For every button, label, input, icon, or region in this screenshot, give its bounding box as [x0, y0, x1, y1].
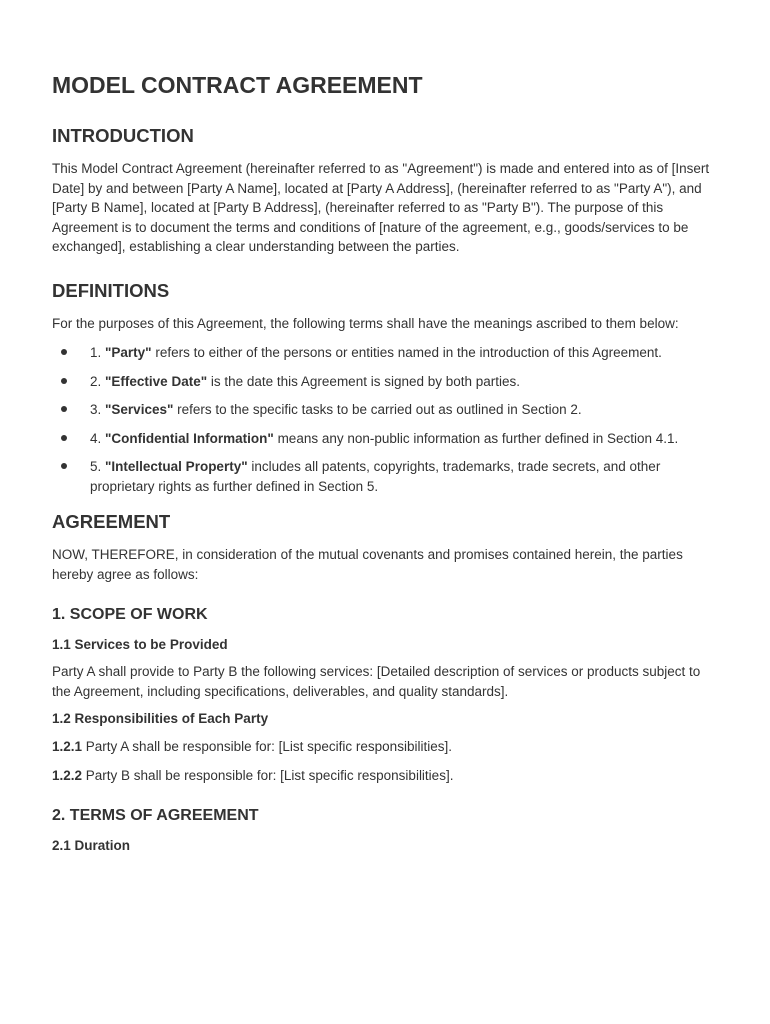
list-item [52, 429, 717, 449]
clause-text: Party B shall be responsible for: [List specific responsibilities]. [82, 767, 454, 783]
definitions-intro: For the purposes of this Agreement, the following terms shall have the meanings ascribed to them below: [52, 315, 679, 331]
definitions-heading: DEFINITIONS [52, 279, 170, 301]
services-text: Party A shall provide to Party B the following services: [Detailed description of services or products subject to the Agreement, including specifications, deliverables, and quality standards]. [52, 664, 701, 699]
definition-desc: includes all patents, copyrights, trademarks, trade secrets, and other proprietary rights as further defined in Section 5. [90, 459, 661, 494]
bullet-icon [61, 463, 67, 469]
definition-desc: refers to either of the persons or entities named in the introduction of this Agreement. [151, 345, 662, 360]
agreement-heading: AGREEMENT [52, 511, 171, 532]
definition-desc: means any non-public information as further defined in Section 4.1. [273, 430, 679, 446]
definition-number: 1. [90, 345, 106, 360]
bullet-icon [61, 435, 67, 441]
party-b-responsibilities [52, 766, 717, 786]
responsibilities-subheading: 1.2 Responsibilities of Each Party [52, 711, 269, 726]
list-item [52, 343, 717, 363]
services-subheading: 1.1 Services to be Provided [52, 637, 228, 652]
bullet-icon [61, 378, 67, 384]
definition-desc: refers to the specific tasks to be carried out as outlined in Section 2. [173, 402, 582, 417]
definition-number: 2. [90, 373, 106, 389]
definitions-list [52, 343, 717, 496]
bullet-icon [61, 406, 67, 412]
terms-heading: 2. TERMS OF AGREEMENT [52, 807, 259, 824]
list-item [52, 400, 717, 420]
introduction-heading: INTRODUCTION [52, 125, 194, 146]
agreement-text: NOW, THEREFORE, in consideration of the mutual covenants and promises contained herein, the parties hereby agree as follows: [52, 547, 683, 582]
definition-term: "Party" [105, 345, 152, 360]
document-body [52, 70, 717, 855]
clause-number: 1.2.1 [52, 739, 83, 754]
definition-term: "Confidential Information" [105, 430, 274, 446]
document-title: MODEL CONTRACT AGREEMENT [52, 72, 423, 98]
definition-term: "Effective Date" [105, 373, 208, 389]
definition-term: "Intellectual Property" [105, 459, 248, 474]
definition-number: 5. [90, 459, 106, 474]
duration-subheading: 2.1 Duration [52, 838, 131, 853]
list-item [52, 372, 717, 392]
introduction-text: This Model Contract Agreement (hereinafter referred to as "Agreement") is made and entered into as of [Insert Date] by and between [Party A Name], located at [Party A Address], (hereinafter referred to as "Party A"), and [Party B Name], located at [Party B Address], (hereinafter referred to as "Party B"). The purpose of this Agreement is to document the terms and conditions of [nature of the agreement, e.g., goods/services to be exchanged], establishing a clear understanding between the parties. [52, 161, 710, 254]
list-item [52, 457, 717, 496]
bullet-icon [61, 349, 67, 355]
definition-number: 3. [90, 402, 106, 417]
clause-text: Party A shall be responsible for: [List specific responsibilities]. [82, 739, 452, 754]
party-a-responsibilities [52, 737, 717, 757]
definition-term: "Services" [105, 402, 174, 417]
definition-number: 4. [90, 430, 106, 446]
scope-heading: 1. SCOPE OF WORK [52, 606, 208, 623]
definition-desc: is the date this Agreement is signed by both parties. [207, 373, 521, 389]
clause-number: 1.2.2 [52, 767, 83, 783]
